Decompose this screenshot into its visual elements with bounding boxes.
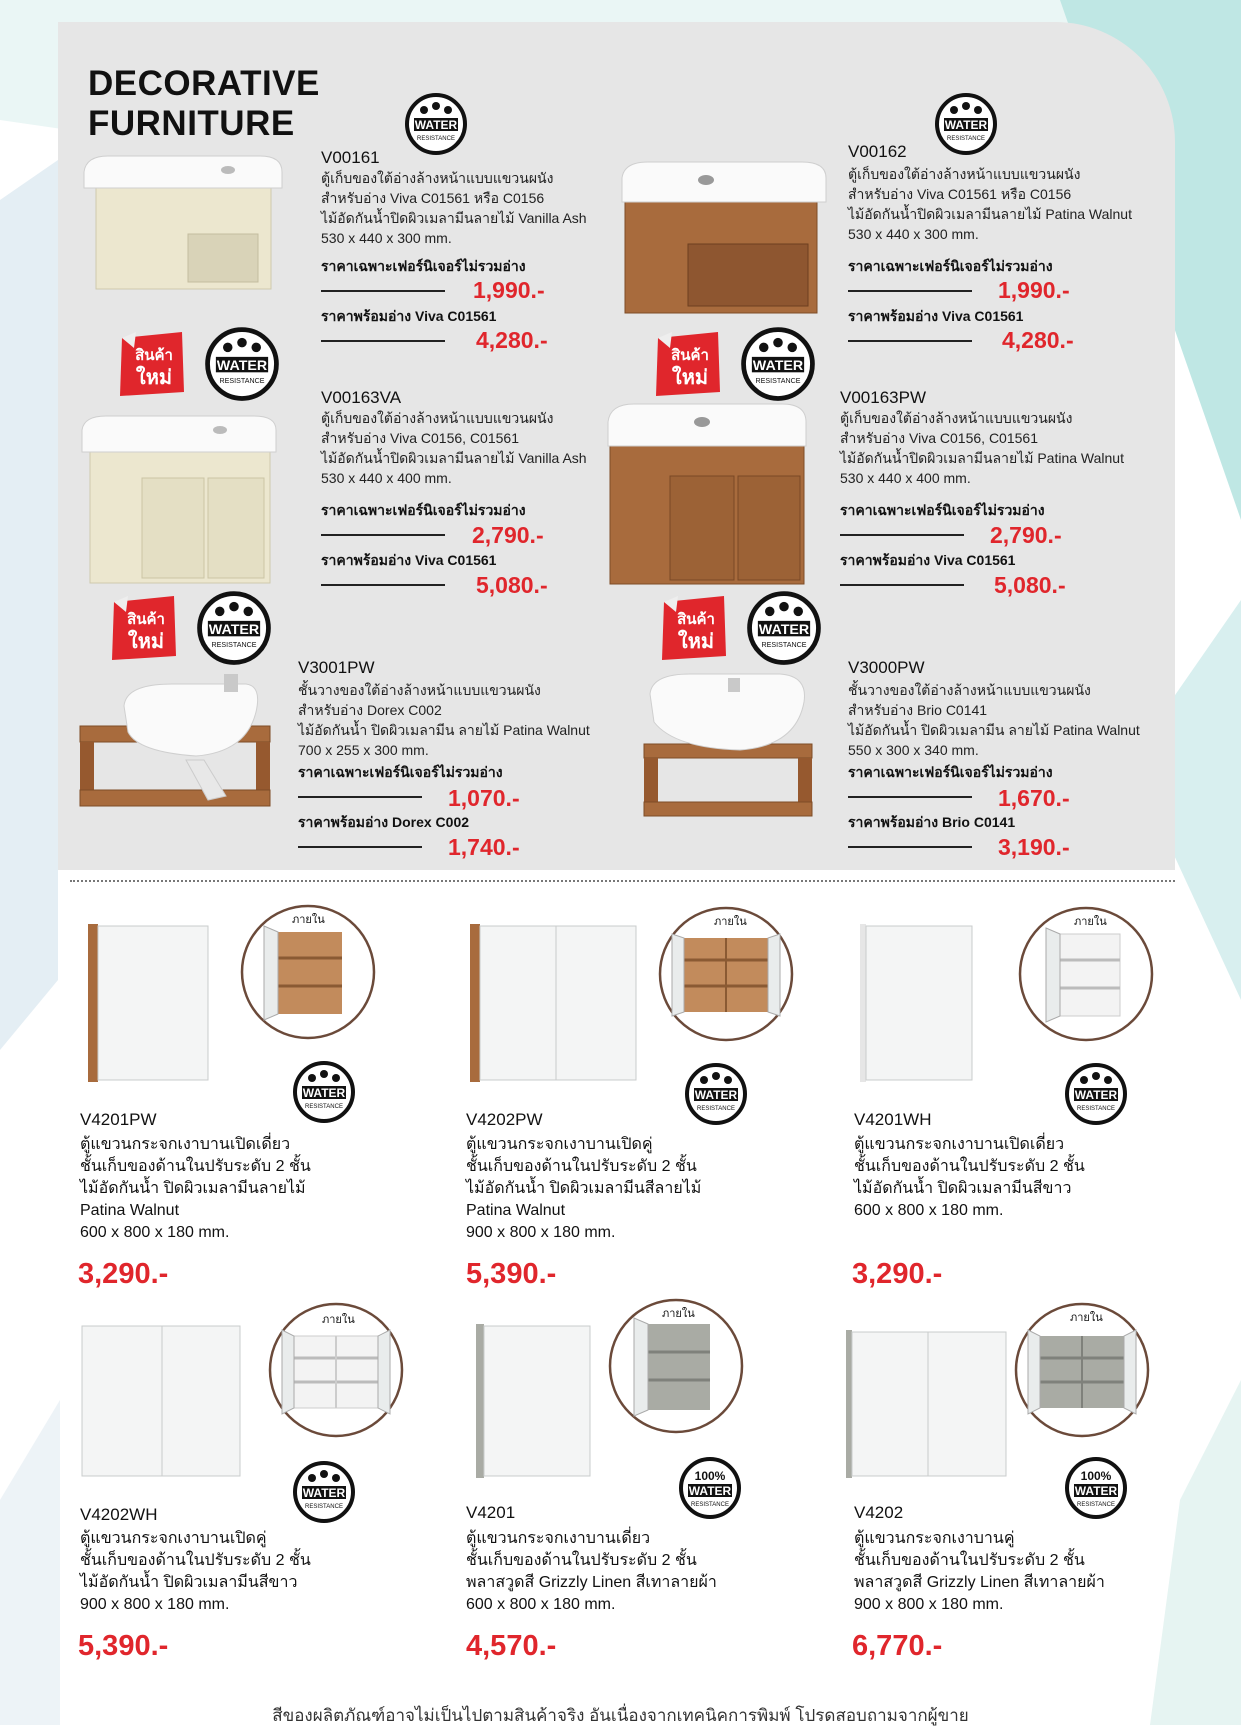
divider [848,796,972,798]
mirror-cabinet-white-single-image [860,924,976,1084]
svg-text:WATER: WATER [1074,1484,1118,1498]
interior-view: ภายใน [238,902,378,1046]
price-furniture-only: 2,790.- [990,522,1062,548]
product-description: ตู้แขวนกระจกเงาบานเปิดเดี่ยว ชั้นเก็บของด้านในปรับระดับ 2 ชั้น ไม้อัดกันน้ำ ปิดผิวเมลามีนสีขาว 600 x 800 x 180 mm. [854,1136,1085,1219]
price-label-with-basin: ราคาพร้อมอ่าง Dorex C002 [298,814,470,830]
svg-text:RESISTANCE: RESISTANCE [305,1104,343,1110]
svg-text:ใหม่: ใหม่ [671,367,709,389]
product-price: 4,570.- [466,1630,557,1662]
svg-text:RESISTANCE: RESISTANCE [417,136,455,142]
interior-view: ภายใน [606,1296,746,1440]
svg-text:RESISTANCE: RESISTANCE [761,641,807,649]
svg-text:RESISTANCE: RESISTANCE [697,1106,735,1112]
svg-text:RESISTANCE: RESISTANCE [219,377,265,385]
price-label-furniture-only: ราคาเฉพาะเฟอร์นิเจอร์ไม่รวมอ่าง [848,764,1053,780]
price-furniture-only: 2,790.- [472,522,544,548]
price-furniture-only: 1,070.- [448,785,520,811]
price-label-furniture-only: ราคาเฉพาะเฟอร์นิเจอร์ไม่รวมอ่าง [298,764,503,780]
vanity-vanilla-doors-image [80,412,280,587]
product-price: 5,390.- [78,1630,169,1662]
svg-text:RESISTANCE: RESISTANCE [1077,1106,1115,1112]
water-resistance-icon [684,1062,748,1130]
new-product-tag-icon [106,592,182,662]
svg-text:WATER: WATER [758,621,810,638]
footer-disclaimer: สีของผลิตภัณฑ์อาจไม่เป็นไปตามสินค้าจริง อันเนื่องจากเทคนิคการพิมพ์ โปรดสอบถามจากผู้ขาย [272,1706,969,1725]
new-product-tag-icon [114,328,190,398]
product-description: ตู้แขวนกระจกเงาบานเปิดเดี่ยว ชั้นเก็บของด้านในปรับระดับ 2 ชั้น ไม้อัดกันน้ำ ปิดผิวเมลามีนลายไม้ Patina Walnut 600 x 800 x 180 mm. [80,1136,311,1241]
svg-text:ใหม่: ใหม่ [135,367,173,389]
svg-text:ใหม่: ใหม่ [677,631,715,653]
product-code: V4201PW [80,1110,157,1129]
price-furniture-only: 1,990.- [998,277,1070,303]
divider [321,290,445,292]
price-label-furniture-only: ราคาเฉพาะเฟอร์นิเจอร์ไม่รวมอ่าง [848,258,1053,274]
svg-text:RESISTANCE: RESISTANCE [691,1502,729,1508]
svg-text:RESISTANCE: RESISTANCE [755,377,801,385]
product-code: V3001PW [298,658,375,677]
shelf-dorex-image [76,672,276,812]
svg-text:WATER: WATER [688,1484,732,1498]
divider [298,846,422,848]
water-resistance-icon [292,1460,356,1528]
divider [840,584,964,586]
product-description: ตู้เก็บของใต้อ่างล้างหน้าแบบแขวนผนัง สำหรับอ่าง Viva C01561 หรือ C0156 ไม้อัดกันน้ำปิดผิวเมลามีนลายไม้ Vanilla Ash 530 x 440 x 300 mm. [321,170,587,246]
product-description: ตู้แขวนกระจกเงาบานเปิดคู่ ชั้นเก็บของด้านในปรับระดับ 2 ชั้น ไม้อัดกันน้ำ ปิดผิวเมลามีนสีขาว 900 x 800 x 180 mm. [80,1530,311,1613]
price-label-with-basin: ราคาพร้อมอ่าง Brio C0141 [848,814,1016,830]
water-resistance-icon [196,590,272,670]
divider [298,796,422,798]
price-furniture-only: 1,670.- [998,785,1070,811]
svg-text:WATER: WATER [216,357,268,374]
price-label-with-basin: ราคาพร้อมอ่าง Viva C01561 [848,308,1024,324]
product-code: V4202 [854,1503,904,1522]
price-label-with-basin: ราคาพร้อมอ่าง Viva C01561 [840,552,1016,568]
svg-text:สินค้า: สินค้า [677,611,715,628]
product-description: ชั้นวางของใต้อ่างล้างหน้าแบบแขวนผนัง สำหรับอ่าง Dorex C002 ไม้อัดกันน้ำ ปิดผิวเมลามีน ลายไม้ Patina Walnut 700 x 255 x 300 mm. [298,682,590,758]
svg-text:100%: 100% [1080,1469,1112,1483]
mirror-cabinet-grizzly-double-image [846,1330,1010,1480]
divider [848,846,972,848]
svg-text:WATER: WATER [694,1088,738,1102]
product-code: V3000PW [848,658,925,677]
vanity-walnut-doors-image [606,400,810,588]
interior-view: ภายใน [266,1300,406,1444]
price-label-with-basin: ราคาพร้อมอ่าง Viva C01561 [321,308,497,324]
water-resistance-icon [292,1060,356,1128]
product-code: V00163VA [321,388,402,407]
price-with-basin: 3,190.- [998,834,1070,860]
price-label-furniture-only: ราคาเฉพาะเฟอร์นิเจอร์ไม่รวมอ่าง [321,502,526,518]
divider [840,534,964,536]
product-price: 5,390.- [466,1258,557,1290]
svg-text:สินค้า: สินค้า [135,347,173,364]
vanity-vanilla-open-image [78,150,288,295]
price-label-with-basin: ราคาพร้อมอ่าง Viva C01561 [321,552,497,568]
svg-text:WATER: WATER [752,357,804,374]
svg-text:RESISTANCE: RESISTANCE [211,641,257,649]
water-resistance-icon [1064,1062,1128,1130]
svg-text:WATER: WATER [944,118,988,132]
product-description: ตู้เก็บของใต้อ่างล้างหน้าแบบแขวนผนัง สำหรับอ่าง Viva C0156, C01561 ไม้อัดกันน้ำปิดผิวเมลามีนลายไม้ Vanilla Ash 530 x 440 x 400 mm. [321,410,587,486]
water-resistance-100-icon [678,1456,742,1524]
water-resistance-icon [204,326,280,406]
product-description: ตู้เก็บของใต้อ่างล้างหน้าแบบแขวนผนัง สำหรับอ่าง Viva C01561 หรือ C0156 ไม้อัดกันน้ำปิดผิวเมลามีนลายไม้ Patina Walnut 530 x 440 x 300 mm. [848,166,1132,242]
mirror-cabinet-walnut-double-image [470,924,640,1084]
product-code: V00163PW [840,388,926,407]
product-description: ตู้เก็บของใต้อ่างล้างหน้าแบบแขวนผนัง สำหรับอ่าง Viva C0156, C01561 ไม้อัดกันน้ำปิดผิวเมลามีนลายไม้ Patina Walnut 530 x 440 x 400 mm. [840,410,1124,486]
svg-text:สินค้า: สินค้า [127,611,165,628]
interior-view: ภายใน [1016,904,1156,1048]
svg-text:WATER: WATER [302,1486,346,1500]
water-resistance-icon [740,326,816,406]
svg-text:RESISTANCE: RESISTANCE [305,1504,343,1510]
mirror-cabinet-white-double-image [80,1324,244,1480]
product-code: V4202PW [466,1110,543,1129]
new-product-tag-icon [650,328,726,398]
product-code: V4201WH [854,1110,932,1129]
price-with-basin: 4,280.- [1002,327,1074,353]
product-description: ตู้แขวนกระจกเงาบานเปิดคู่ ชั้นเก็บของด้านในปรับระดับ 2 ชั้น ไม้อัดกันน้ำ ปิดผิวเมลามีนสีลายไม้ Patina Walnut 900 x 800 x 180 mm. [466,1136,702,1241]
svg-text:WATER: WATER [1074,1088,1118,1102]
price-with-basin: 1,740.- [448,834,520,860]
svg-text:RESISTANCE: RESISTANCE [1077,1502,1115,1508]
divider [848,290,972,292]
price-label-furniture-only: ราคาเฉพาะเฟอร์นิเจอร์ไม่รวมอ่าง [321,258,526,274]
product-price: 3,290.- [78,1258,169,1290]
product-code: V00162 [848,142,907,161]
product-code: V4201 [466,1503,516,1522]
product-description: ชั้นวางของใต้อ่างล้างหน้าแบบแขวนผนัง สำหรับอ่าง Brio C0141 ไม้อัดกันน้ำ ปิดผิวเมลามีน ลายไม้ Patina Walnut 550 x 300 x 340 mm. [848,682,1140,758]
new-product-tag-icon [656,592,732,662]
water-resistance-100-icon [1064,1456,1128,1524]
water-resistance-icon [404,92,468,160]
shelf-brio-image [640,668,816,818]
interior-view: ภายใน [656,904,796,1048]
divider [321,534,445,536]
svg-text:WATER: WATER [302,1086,346,1100]
mirror-cabinet-grizzly-single-image [476,1324,594,1480]
water-word: WATER [414,118,458,132]
section-divider [70,880,1175,882]
product-price: 3,290.- [852,1258,943,1290]
water-resistance-icon [746,590,822,670]
vanity-walnut-open-image [620,158,830,318]
price-with-basin: 5,080.- [994,572,1066,598]
price-label-furniture-only: ราคาเฉพาะเฟอร์นิเจอร์ไม่รวมอ่าง [840,502,1045,518]
svg-text:ใหม่: ใหม่ [127,631,165,653]
divider [848,340,972,342]
mirror-cabinet-walnut-single-image [88,924,212,1084]
product-description: ตู้แขวนกระจกเงาบานคู่ ชั้นเก็บของด้านในปรับระดับ 2 ชั้น พลาสวูดสี Grizzly Linen สีเทาลายผ้า 900 x 800 x 180 mm. [854,1530,1105,1613]
interior-view: ภายใน [1012,1300,1152,1444]
page-headline [88,64,320,144]
headline-line-2: FURNITURE [88,104,295,143]
svg-text:100%: 100% [694,1469,726,1483]
water-resistance-icon [934,92,998,160]
svg-text:WATER: WATER [208,621,260,638]
price-with-basin: 5,080.- [476,572,548,598]
svg-text:สินค้า: สินค้า [671,347,709,364]
price-furniture-only: 1,990.- [473,277,545,303]
svg-text:RESISTANCE: RESISTANCE [947,136,985,142]
price-with-basin: 4,280.- [476,327,548,353]
divider [321,340,445,342]
product-code: V4202WH [80,1505,158,1524]
product-description: ตู้แขวนกระจกเงาบานเดี่ยว ชั้นเก็บของด้านในปรับระดับ 2 ชั้น พลาสวูดสี Grizzly Linen สีเทาลายผ้า 600 x 800 x 180 mm. [466,1530,717,1613]
product-code: V00161 [321,148,380,167]
divider [321,584,445,586]
headline-line-1: DECORATIVE [88,64,320,103]
product-price: 6,770.- [852,1630,943,1662]
